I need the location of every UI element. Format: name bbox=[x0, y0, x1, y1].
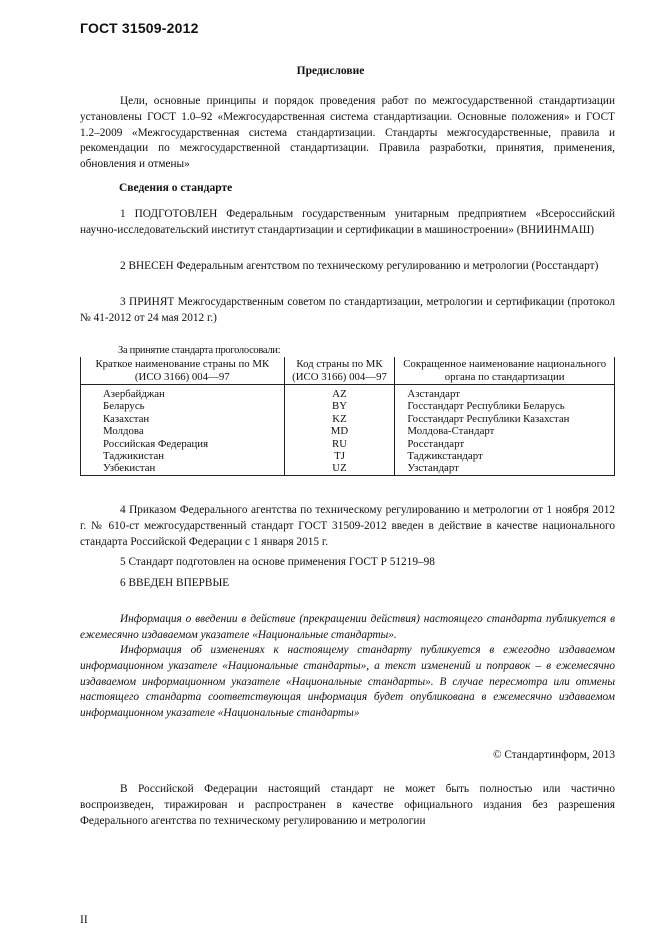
page-number: II bbox=[80, 914, 88, 926]
code-cell: MD bbox=[284, 425, 395, 437]
code-cell: UZ bbox=[284, 462, 395, 475]
code-cell: KZ bbox=[284, 413, 395, 425]
item-3-adopted-by: 3 ПРИНЯТ Межгосударственным советом по стандартизации, метрологии и сертификации (протокол № 41-2012 от 24 мая 2012 г.) bbox=[80, 296, 615, 324]
header-country-code: Код страны по МК (ИСО 3166) 004—97 bbox=[284, 357, 395, 385]
vote-table bbox=[80, 357, 615, 476]
header-country-name: Краткое наименование страны по МК (ИСО 3166) 004—97 bbox=[81, 357, 285, 385]
national-body-cell: Молдова-Стандарт bbox=[395, 425, 615, 437]
standard-info-heading: Сведения о стандарте bbox=[119, 182, 233, 194]
item-4-order: 4 Приказом Федерального агентства по техническому регулированию и метрологии от 1 ноября 2012 г. № 610-ст межгосударственный стандарт ГОСТ 31509-2012 введен в действие в качестве национального стандарта Российской Федерации с 1 января 2015 г. bbox=[80, 504, 615, 548]
code-cell: RU bbox=[284, 438, 395, 450]
country-cell: Казахстан bbox=[81, 413, 285, 425]
item-2-submitted-by: 2 ВНЕСЕН Федеральным агентством по техническому регулированию и метрологии (Росстандарт) bbox=[120, 260, 599, 272]
notice-introduction-paragraph: Информация о введении в действие (прекращении действия) настоящего стандарта публикуется в ежемесячно издаваемом указателе «Национальные стандарты». bbox=[80, 613, 615, 641]
code-cell: AZ bbox=[284, 385, 395, 401]
table-row bbox=[81, 385, 615, 401]
item-5-basis: 5 Стандарт подготовлен на основе применения ГОСТ Р 51219–98 bbox=[120, 556, 435, 568]
copyright-line: © Стандартинформ, 2013 bbox=[492, 749, 615, 761]
rights-notice-paragraph: В Российской Федерации настоящий стандарт не может быть полностью или частично воспроизведен, тиражирован и распространен в качестве официального издания без разрешения Федерального агентства по техническому регулированию и метрологии bbox=[80, 783, 615, 827]
country-cell: Российская Федерация bbox=[81, 438, 285, 450]
national-body-cell: Госстандарт Республики Беларусь bbox=[395, 400, 615, 412]
national-body-cell: Госстандарт Республики Казахстан bbox=[395, 413, 615, 425]
foreword-intro-paragraph: Цели, основные принципы и порядок проведения работ по межгосударственной стандартизации установлены ГОСТ 1.0–92 «Межгосударственная система стандартизации. Основные положения» и ГОСТ 1.2–2009 «Межгосударственная система стандартизации. Стандарты межгосударственные, правила и рекомендации по межгосударственной стандартизации. Правила разработки, принятия, применения, обновления и отмены» bbox=[80, 95, 615, 171]
table-row bbox=[81, 425, 615, 437]
table-row bbox=[81, 438, 615, 450]
national-body-cell: Узстандарт bbox=[395, 462, 615, 475]
national-body-cell: Росстандарт bbox=[395, 438, 615, 450]
national-body-cell: Таджикстандарт bbox=[395, 450, 615, 462]
country-cell: Азербайджан bbox=[81, 385, 285, 401]
vote-table-header-row bbox=[81, 357, 615, 385]
country-cell: Таджикистан bbox=[81, 450, 285, 462]
vote-table-caption: За принятие стандарта проголосовали: bbox=[118, 345, 281, 356]
code-cell: BY bbox=[284, 400, 395, 412]
table-row bbox=[81, 462, 615, 475]
country-cell: Молдова bbox=[81, 425, 285, 437]
code-cell: TJ bbox=[284, 450, 395, 462]
national-body-cell: Азстандарт bbox=[395, 385, 615, 401]
table-row bbox=[81, 450, 615, 462]
table-row bbox=[81, 400, 615, 412]
item-6-first-introduced: 6 ВВЕДЕН ВПЕРВЫЕ bbox=[120, 577, 230, 589]
header-national-body: Сокращенное наименование национального органа по стандартизации bbox=[395, 357, 615, 385]
country-cell: Узбекистан bbox=[81, 462, 285, 475]
table-row bbox=[81, 413, 615, 425]
standard-designation: ГОСТ 31509-2012 bbox=[80, 20, 199, 36]
notice-changes-paragraph: Информация об изменениях к настоящему стандарту публикуется в ежегодно издаваемом информационном указателе «Национальные стандарты», а текст изменений и поправок – в ежемесячно издаваемом информационном указателе «Национальные стандарты». В случае пересмотра или отмены настоящего стандарта соответствующая информация будет опубликована в ежемесячно издаваемом информационном указателе «Национальные стандарты» bbox=[80, 644, 615, 720]
item-1-prepared-by: 1 ПОДГОТОВЛЕН Федеральным государственным унитарным предприятием «Всероссийский научно-исследовательский институт стандартизации и сертификации в машиностроении» (ВНИИНМАШ) bbox=[80, 208, 615, 236]
country-cell: Беларусь bbox=[81, 400, 285, 412]
foreword-title: Предисловие bbox=[296, 65, 365, 77]
